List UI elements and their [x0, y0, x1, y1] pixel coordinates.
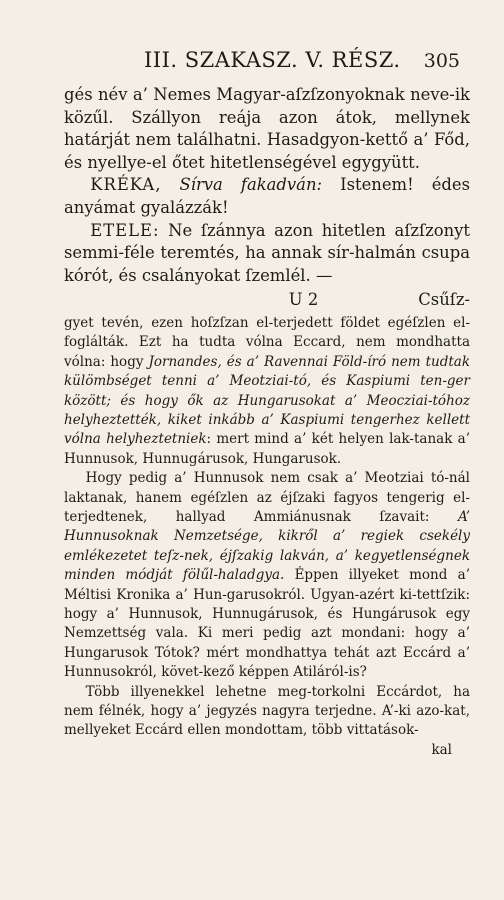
speaker-name: KRÉKA, [90, 175, 162, 195]
dialogue-etele [64, 220, 470, 288]
page-header [64, 48, 470, 80]
note-text: gyet tevén, ezen hoſzſzan el-terjedett földet egéſzlen el-foglálták. Ezt ha tudta vólna Eccard, nem mondhatta vólna: hogy [64, 314, 470, 370]
stage-direction: Sírva fakadván: [179, 175, 323, 195]
footnote-paragraph [64, 314, 470, 469]
note-italic: Jornandes, és a’ Ravennai Föld-író nem tudtak külömbséget tenni a’ Meotziai-tó, és Kaspiumi ten-ger között; és hogy ők az Hungarusokat a’ Meocziai-tóhoz helyheztették, kiket inkább a’ Kaspiumi tengerhez kellett vólna helyheztetniek [64, 353, 471, 448]
main-text [64, 84, 470, 287]
page-number: 305 [423, 50, 460, 72]
dialogue-kreka [64, 174, 470, 219]
catchword: Csűſz- [418, 290, 470, 310]
main-paragraph: gés név a’ Nemes Magyar-aſzſzonyoknak neve-ik közűl. Szállyon reája azon átok, mellynek határját nem találhatni. Hasadgyon-kettő a’ Főd, és nyellye-el őtet hitetlenségével egygyütt. [64, 85, 470, 172]
dialogue-text: Istenem! édes anyámat gyalázzák! [64, 175, 471, 217]
signature-mark: U 2 [288, 290, 319, 310]
signature-line [64, 289, 470, 312]
footnote-catchword: kal [431, 741, 452, 758]
note-text: Éppen illyeket mond a’ Méltisi Kronika a’ Hun-garusokról. Ugyan-azért ki-tettſzik: hogy a’ Hunnusok, Hunnugárusok, és Hungárusok egy Nemzettség vala. Ki meri pedig azt mondani: hogy a’ Hungarusok Tótok? mért mondhattya tehát azt Eccárd a’ Hunnusokról, követ-kező képpen Atiláról-is? [64, 567, 470, 681]
note-italic: A’ Hunnusoknak Nemzetsége, kikről a’ regiek csekély emlékezetet teſz-nek, éjſzakig lakván, a’ kegyetlenségnek minden módját fölűl-haladgya. [64, 509, 470, 584]
running-head: III. SZAKASZ. V. RÉSZ. [144, 48, 401, 72]
footnote-paragraph [64, 469, 470, 682]
footnote-paragraph: Több illyenekkel lehetne meg-torkolni Eccárdot, ha nem félnék, hogy a’ jegyzés nagyra terjedne. A’-ki azo-kat, mellyeket Eccárd ellen mondottam, több vittatások- [64, 683, 470, 739]
dialogue-text: Ne ſzánnya azon hitetlen aſzſzonyt semmi-féle teremtés, ha annak sír-halmán csupa kórót, és csalányokat ſzemlél. — [64, 220, 470, 285]
note-text: : mert mind a’ két helyen lak-tanak a’ Hunnusok, Hunnugárusok, Hungarusok. [64, 431, 470, 467]
note-text: Hogy pedig a’ Hunnusok nem csak a’ Meotziai tó-nál laktanak, hanem egéſzlen az éjſzaki fagyos tengerig el-terjedtenek, hallyad Ammiánusnak ſzavait: [64, 470, 470, 525]
speaker-name: ETELE: [90, 220, 160, 240]
footnotes [64, 314, 470, 760]
